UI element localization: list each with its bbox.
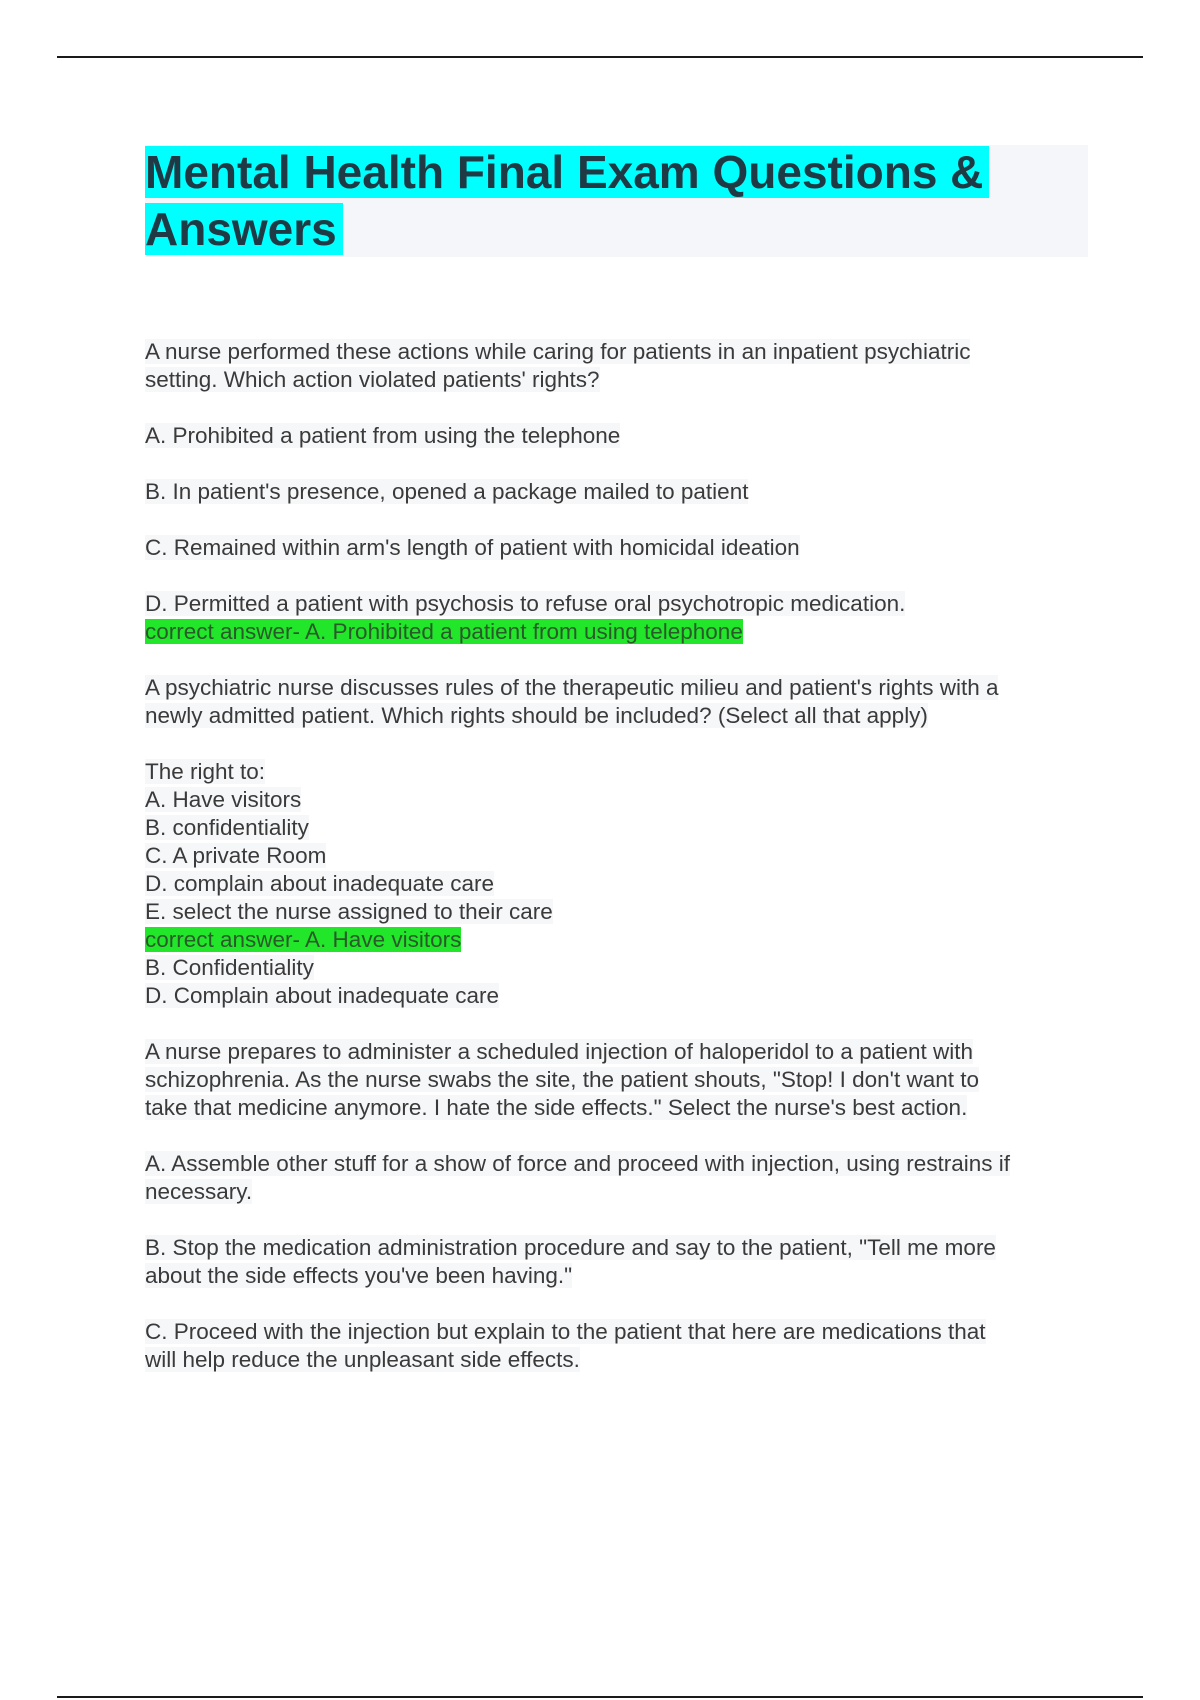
answer-option: D. Permitted a patient with psychosis to refuse oral psychotropic medication. [145,591,906,616]
page-title [145,144,1045,258]
question-2 [145,674,1095,1010]
footer-rule [57,1696,1143,1698]
answer-option: B. Stop the medication administration procedure and say to the patient, "Tell me more [145,1235,996,1260]
title-line-1: Mental Health Final Exam Questions & [145,146,989,198]
question-stem-line: setting. Which action violated patients' rights? [145,367,600,392]
question-lead: The right to: [145,759,266,784]
answer-option-continued: about the side effects you've been having." [145,1263,573,1288]
answer-option: C. Proceed with the injection but explain to the patient that here are medications that [145,1319,986,1344]
question-stem-line: newly admitted patient. Which rights should be included? (Select all that apply) [145,703,928,728]
question-3 [145,1038,1095,1374]
correct-answer: correct answer- A. Prohibited a patient from using telephone [145,619,743,644]
answer-option-continued: will help reduce the unpleasant side effects. [145,1347,580,1372]
answer-option: B. In patient's presence, opened a package mailed to patient [145,479,749,504]
answer-option: C. Remained within arm's length of patient with homicidal ideation [145,535,800,560]
answer-option: E. select the nurse assigned to their care [145,899,553,924]
title-line-2: Answers [145,203,343,255]
question-stem-line: schizophrenia. As the nurse swabs the site, the patient shouts, "Stop! I don't want to [145,1067,980,1092]
answer-option: B. confidentiality [145,815,309,840]
answer-option: C. A private Room [145,843,327,868]
question-stem-line: A psychiatric nurse discusses rules of the therapeutic milieu and patient's rights with a [145,675,999,700]
question-stem-line: A nurse prepares to administer a scheduled injection of haloperidol to a patient with [145,1039,974,1064]
question-stem-line: take that medicine anymore. I hate the side effects." Select the nurse's best action. [145,1095,968,1120]
header-rule [57,56,1143,58]
question-stem-line: A nurse performed these actions while caring for patients in an inpatient psychiatric [145,339,971,364]
correct-answer-item: B. Confidentiality [145,955,314,980]
answer-option: A. Have visitors [145,787,302,812]
answer-option: D. complain about inadequate care [145,871,494,896]
correct-answer-item: D. Complain about inadequate care [145,983,499,1008]
answer-option: A. Prohibited a patient from using the telephone [145,423,621,448]
document-body [145,338,1095,1374]
correct-answer: correct answer- A. Have visitors [145,927,462,952]
question-1 [145,338,1095,646]
answer-option: A. Assemble other stuff for a show of force and proceed with injection, using restrains if [145,1151,1011,1176]
answer-option-continued: necessary. [145,1179,253,1204]
